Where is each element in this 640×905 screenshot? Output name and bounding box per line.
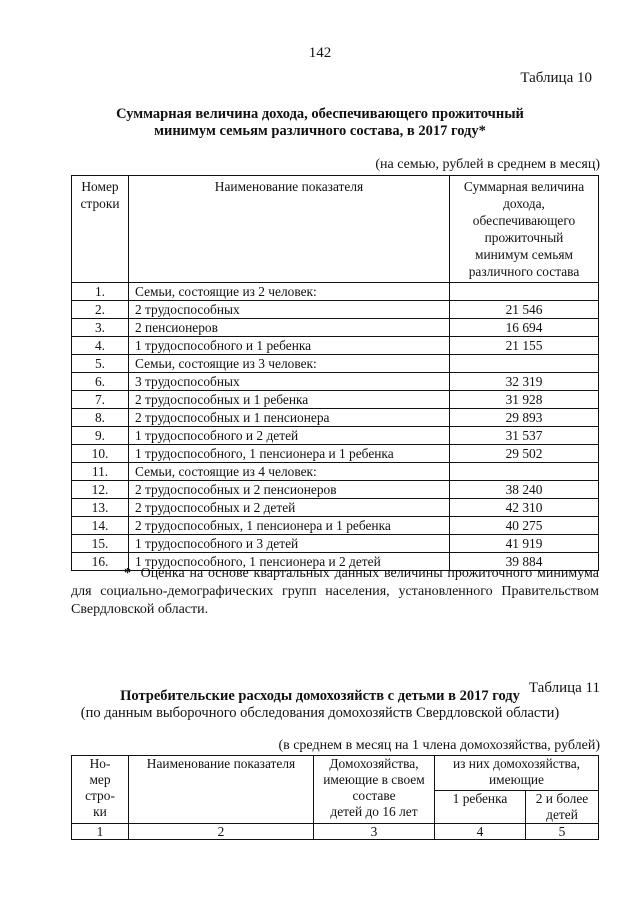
column-number: 2 <box>129 824 314 840</box>
row-name: Семьи, состоящие из 3 человек: <box>129 355 450 373</box>
column-number: 4 <box>435 824 526 840</box>
header-total-income <box>450 176 599 283</box>
table-row <box>72 445 599 463</box>
column-number: 5 <box>526 824 599 840</box>
header-one-child: 1 ребенка <box>435 791 526 824</box>
header-row-number-line-2: строки <box>80 196 120 211</box>
row-value: 29 893 <box>450 409 599 427</box>
table-row <box>72 481 599 499</box>
header-total-income-line-4: прожиточный <box>484 230 564 245</box>
row-number: 12. <box>72 481 129 499</box>
header-two-or-more-line-1: 2 и более <box>535 791 589 806</box>
row-value <box>450 355 599 373</box>
table-row <box>72 373 599 391</box>
row-number: 3. <box>72 319 129 337</box>
table-11-title-line-1: Потребительские расходы домохозяйств с детьми в 2017 году <box>120 688 520 704</box>
table-10-label: Таблица 10 <box>520 70 592 86</box>
column-number: 1 <box>72 824 129 840</box>
row-value: 32 319 <box>450 373 599 391</box>
table-11-title <box>40 688 600 722</box>
table-row <box>72 409 599 427</box>
row-name: 1 трудоспособного, 1 пенсионера и 2 детей <box>129 553 450 571</box>
table-10-title-line-1: Суммарная величина дохода, обеспечивающего прожиточный <box>116 106 524 122</box>
row-name: 1 трудоспособного и 1 ребенка <box>129 337 450 355</box>
table-row <box>72 391 599 409</box>
header-households-line-3: составе <box>352 788 396 803</box>
row-value: 38 240 <box>450 481 599 499</box>
row-name: 1 трудоспособного и 2 детей <box>129 427 450 445</box>
table-row <box>72 535 599 553</box>
table-10 <box>71 175 599 571</box>
header-row-number-line-1: Но- <box>89 756 111 771</box>
header-row-number <box>72 176 129 283</box>
header-two-or-more-line-2: детей <box>546 807 578 822</box>
row-number: 1. <box>72 283 129 301</box>
row-name: 2 трудоспособных и 1 пенсионера <box>129 409 450 427</box>
header-of-them-line-1: из них домохозяйства, <box>453 756 580 771</box>
header-indicator-name: Наименование показателя <box>129 756 314 824</box>
header-total-income-line-1: Суммарная величина <box>463 179 585 194</box>
row-number: 7. <box>72 391 129 409</box>
row-value: 31 537 <box>450 427 599 445</box>
row-name: 2 пенсионеров <box>129 319 450 337</box>
row-number: 6. <box>72 373 129 391</box>
header-total-income-line-3: обеспечивающего <box>472 213 576 228</box>
row-name: 2 трудоспособных и 2 пенсионеров <box>129 481 450 499</box>
table-row <box>72 283 599 301</box>
header-households-line-4: детей до 16 лет <box>330 804 418 819</box>
row-name: 1 трудоспособного и 3 детей <box>129 535 450 553</box>
row-number: 2. <box>72 301 129 319</box>
table-10-units: (на семью, рублей в среднем в месяц) <box>375 157 600 172</box>
row-value: 16 694 <box>450 319 599 337</box>
row-number: 15. <box>72 535 129 553</box>
header-total-income-line-2: дохода, <box>503 196 545 211</box>
row-name: Семьи, состоящие из 2 человек: <box>129 283 450 301</box>
row-value <box>450 283 599 301</box>
header-row-number-line-3: стро- <box>85 788 115 803</box>
row-value: 21 546 <box>450 301 599 319</box>
row-name: Семьи, состоящие из 4 человек: <box>129 463 450 481</box>
row-name: 1 трудоспособного, 1 пенсионера и 1 ребенка <box>129 445 450 463</box>
table-11-column-numbers <box>72 824 599 840</box>
table-row <box>72 427 599 445</box>
table-row <box>72 301 599 319</box>
row-number: 10. <box>72 445 129 463</box>
table-11-label: Таблица 11 <box>528 680 600 696</box>
row-value <box>450 463 599 481</box>
header-row-number-line-4: ки <box>93 804 107 819</box>
header-indicator-name: Наименование показателя <box>129 176 450 283</box>
column-number: 3 <box>314 824 435 840</box>
table-row <box>72 319 599 337</box>
header-households-line-2: имеющие в своем <box>323 772 425 787</box>
header-of-them-line-2: имеющие <box>488 772 544 787</box>
table-11-title-line-2: (по данным выборочного обследования домохозяйств Свердловской области) <box>80 705 560 721</box>
row-value: 39 884 <box>450 553 599 571</box>
row-name: 3 трудоспособных <box>129 373 450 391</box>
table-10-title <box>70 106 570 140</box>
header-total-income-line-5: минимум семьям <box>474 247 574 262</box>
row-name: 2 трудоспособных, 1 пенсионера и 1 ребенка <box>129 517 450 535</box>
row-value: 29 502 <box>450 445 599 463</box>
table-row <box>72 499 599 517</box>
row-value: 42 310 <box>450 499 599 517</box>
table-row <box>72 517 599 535</box>
table-10-title-line-2: минимум семьям различного состава, в 2017 году* <box>154 123 486 139</box>
row-number: 9. <box>72 427 129 445</box>
table-11-header-row-1 <box>72 756 599 791</box>
header-row-number-line-1: Номер <box>81 179 119 194</box>
row-value: 40 275 <box>450 517 599 535</box>
row-value: 41 919 <box>450 535 599 553</box>
page-number: 142 <box>308 45 332 61</box>
row-name: 2 трудоспособных и 2 детей <box>129 499 450 517</box>
row-number: 13. <box>72 499 129 517</box>
row-number: 5. <box>72 355 129 373</box>
row-number: 11. <box>72 463 129 481</box>
table-10-header-row <box>72 176 599 283</box>
header-row-number <box>72 756 129 824</box>
row-value: 31 928 <box>450 391 599 409</box>
table-row <box>72 355 599 373</box>
row-number: 16. <box>72 553 129 571</box>
row-name: 2 трудоспособных и 1 ребенка <box>129 391 450 409</box>
row-name: 2 трудоспособных <box>129 301 450 319</box>
header-row-number-line-2: мер <box>89 772 111 787</box>
header-households-with-children <box>314 756 435 824</box>
row-number: 4. <box>72 337 129 355</box>
row-value: 21 155 <box>450 337 599 355</box>
header-two-or-more <box>526 791 599 824</box>
header-total-income-line-6: различного состава <box>468 264 580 279</box>
table-row <box>72 463 599 481</box>
header-of-them <box>435 756 599 791</box>
row-number: 14. <box>72 517 129 535</box>
header-households-line-1: Домохозяйства, <box>329 756 419 771</box>
footnote-star: * <box>124 566 131 581</box>
table-11-units: (в среднем в месяц на 1 члена домохозяйства, рублей) <box>278 738 600 753</box>
row-number: 8. <box>72 409 129 427</box>
footnote-text: Оценка на основе квартальных данных величины прожиточного минимума для социально-демографических групп населения, установленного Правительством Свердловской области. <box>71 566 600 617</box>
table-11 <box>71 755 599 840</box>
table-row <box>72 337 599 355</box>
table-10-footnote <box>71 565 599 619</box>
